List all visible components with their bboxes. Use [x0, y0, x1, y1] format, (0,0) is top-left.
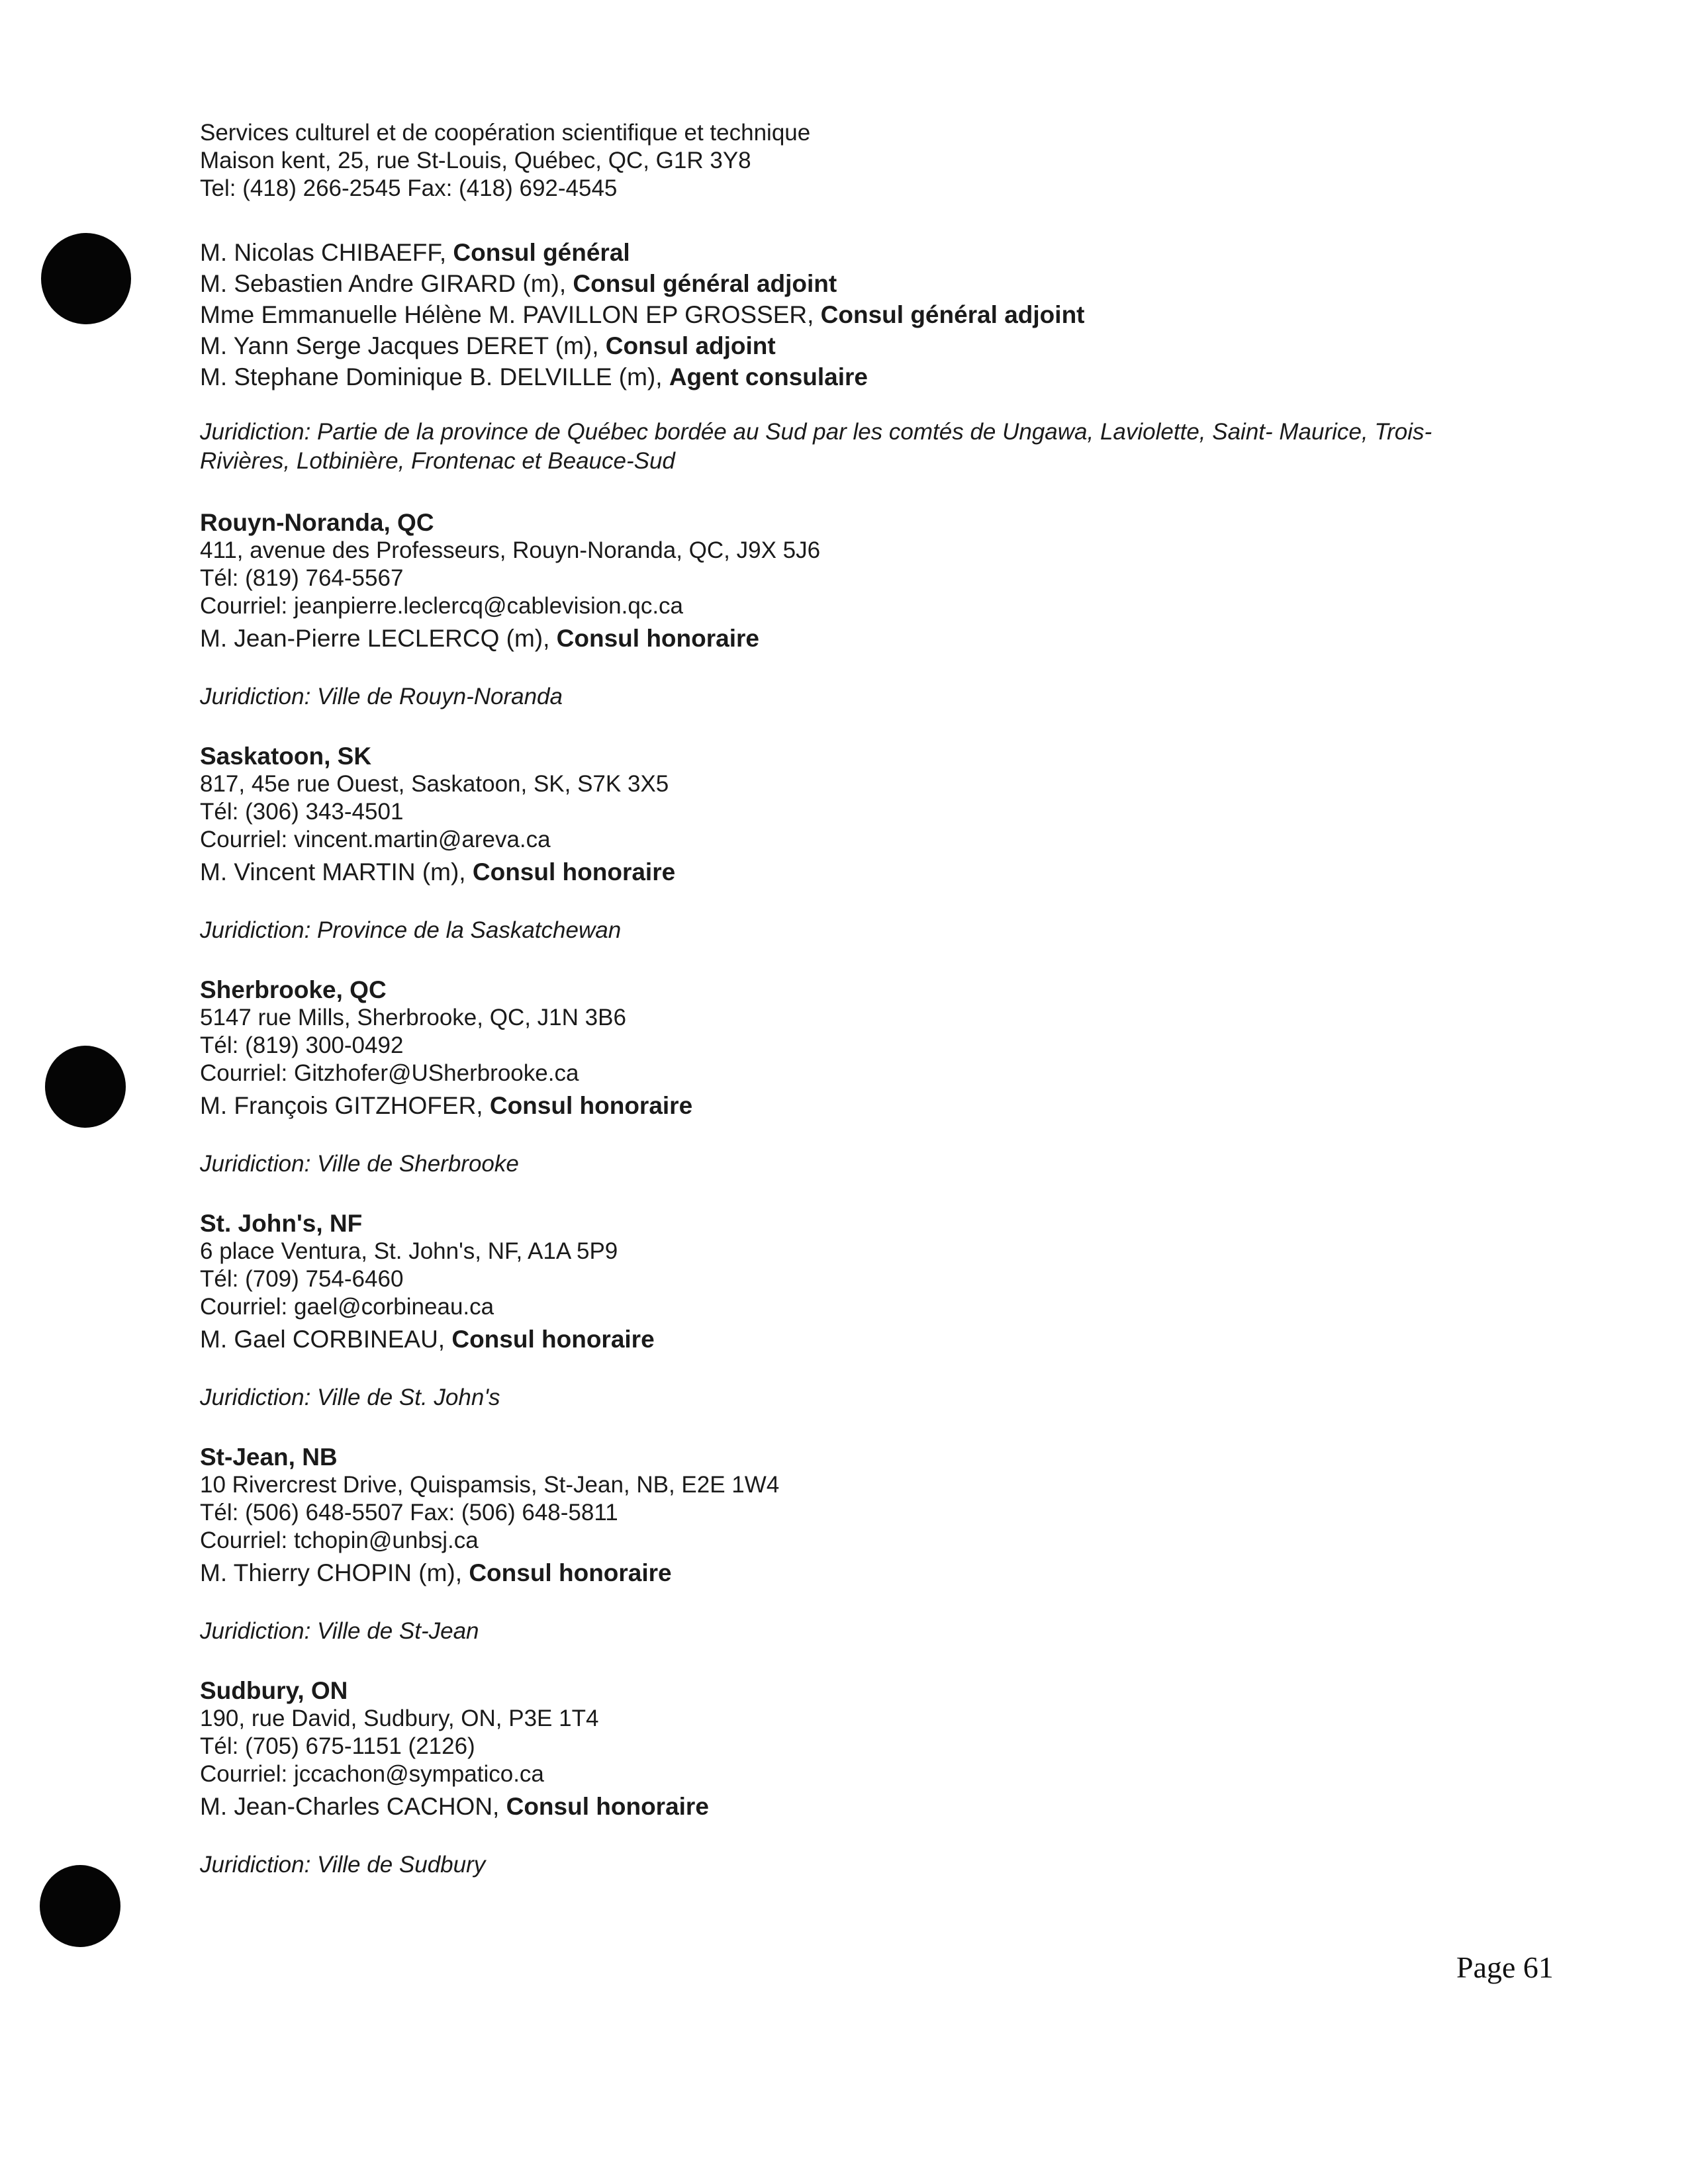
service-address: Maison kent, 25, rue St-Louis, Québec, QC, G1R 3Y8	[200, 148, 751, 173]
officer-name: M. Jean-Charles CACHON,	[200, 1793, 506, 1820]
officer-name: M. Jean-Pierre LECLERCQ (m),	[200, 625, 557, 652]
consulate-officer	[200, 1325, 1544, 1354]
officer-role: Consul général adjoint	[820, 301, 1085, 328]
service-phone: Tel: (418) 266-2545 Fax: (418) 692-4545	[200, 175, 618, 201]
consulate-officer	[200, 1559, 1544, 1588]
officer-name: M. Stephane Dominique B. DELVILLE (m),	[200, 363, 669, 390]
document-body	[200, 119, 1544, 1911]
consulate-email: Courriel: gael@corbineau.ca	[200, 1294, 494, 1320]
consulate-officer	[200, 1792, 1544, 1821]
officer-entry	[200, 237, 1544, 268]
consulate-phone: Tél: (705) 675-1151 (2126)	[200, 1733, 475, 1759]
officer-entry	[200, 361, 1544, 392]
officer-role: Consul honoraire	[556, 625, 759, 652]
consulate-jurisdiction: Juridiction: Province de la Saskatchewan	[200, 917, 622, 943]
consulate-address: 6 place Ventura, St. John's, NF, A1A 5P9	[200, 1238, 618, 1264]
officer-role: Consul général adjoint	[573, 270, 837, 297]
officer-name: M. Gael CORBINEAU,	[200, 1326, 452, 1353]
consulate-rouyn-noranda	[200, 509, 1544, 711]
consulate-jurisdiction: Juridiction: Ville de Sherbrooke	[200, 1151, 519, 1177]
consulate-city: Sudbury, ON	[200, 1677, 348, 1704]
officer-role: Consul général	[453, 239, 630, 266]
consulate-sudbury	[200, 1677, 1544, 1880]
consulate-st-johns	[200, 1210, 1544, 1412]
consulate-address: 10 Rivercrest Drive, Quispamsis, St-Jean, NB, E2E 1W4	[200, 1472, 780, 1498]
consulate-sherbrooke	[200, 976, 1544, 1179]
consulate-jurisdiction: Juridiction: Ville de St. John's	[200, 1385, 500, 1410]
page-number: Page 61	[1456, 1950, 1554, 1984]
consulate-address: 190, rue David, Sudbury, ON, P3E 1T4	[200, 1706, 599, 1731]
consulate-phone: Tél: (709) 754-6460	[200, 1266, 404, 1292]
officer-role: Consul honoraire	[506, 1793, 709, 1820]
officer-entry	[200, 330, 1544, 361]
consulate-phone: Tél: (506) 648-5507 Fax: (506) 648-5811	[200, 1500, 618, 1525]
consulate-officer	[200, 624, 1544, 653]
officer-entry	[200, 299, 1544, 330]
consulate-city: Sherbrooke, QC	[200, 976, 387, 1003]
consulate-email: Courriel: Gitzhofer@USherbrooke.ca	[200, 1060, 579, 1086]
officer-name: M. Yann Serge Jacques DERET (m),	[200, 332, 606, 359]
officer-name: M. Vincent MARTIN (m),	[200, 858, 473, 886]
consulate-jurisdiction: Juridiction: Ville de St-Jean	[200, 1618, 479, 1644]
officer-name: M. Nicolas CHIBAEFF,	[200, 239, 453, 266]
consulate-email: Courriel: jccachon@sympatico.ca	[200, 1761, 544, 1787]
officer-role: Consul honoraire	[469, 1559, 672, 1586]
consulate-email: Courriel: tchopin@unbsj.ca	[200, 1527, 479, 1553]
officer-role: Consul honoraire	[451, 1326, 655, 1353]
consulate-st-jean	[200, 1443, 1544, 1646]
consulate-email: Courriel: vincent.martin@areva.ca	[200, 827, 551, 852]
officer-name: M. Thierry CHOPIN (m),	[200, 1559, 469, 1586]
officer-role: Consul adjoint	[605, 332, 776, 359]
officer-role: Agent consulaire	[669, 363, 868, 390]
quebec-jurisdiction: Juridiction: Partie de la province de Québec bordée au Sud par les comtés de Ungawa, Laviolette, Saint- Maurice, Trois-Rivières, Lotbinière, Frontenac et Beauce-Sud	[200, 419, 1432, 474]
consulate-city: St-Jean, NB	[200, 1443, 338, 1471]
service-name: Services culturel et de coopération scientifique et technique	[200, 120, 811, 146]
consulate-city: Saskatoon, SK	[200, 743, 372, 770]
consulate-email: Courriel: jeanpierre.leclercq@cablevision.qc.ca	[200, 593, 684, 619]
officer-name: M. François GITZHOFER,	[200, 1092, 490, 1119]
consulate-jurisdiction: Juridiction: Ville de Sudbury	[200, 1852, 486, 1878]
consulate-saskatoon	[200, 743, 1544, 945]
officer-role: Consul honoraire	[489, 1092, 693, 1119]
punch-hole-bottom	[40, 1865, 120, 1947]
officer-name: Mme Emmanuelle Hélène M. PAVILLON EP GROSSER,	[200, 301, 821, 328]
quebec-officers-list	[200, 237, 1544, 392]
consulate-phone: Tél: (819) 764-5567	[200, 565, 404, 591]
consulate-address: 5147 rue Mills, Sherbrooke, QC, J1N 3B6	[200, 1005, 626, 1030]
consulate-city: Rouyn-Noranda, QC	[200, 509, 434, 536]
officer-role: Consul honoraire	[472, 858, 676, 886]
consulate-officer	[200, 858, 1544, 887]
consulate-jurisdiction: Juridiction: Ville de Rouyn-Noranda	[200, 684, 563, 709]
quebec-service-header	[200, 119, 1544, 203]
consulate-city: St. John's, NF	[200, 1210, 363, 1237]
consulate-address: 817, 45e rue Ouest, Saskatoon, SK, S7K 3X5	[200, 771, 669, 797]
punch-hole-middle	[45, 1046, 126, 1128]
punch-hole-top	[41, 233, 131, 324]
officer-entry	[200, 268, 1544, 299]
consulate-phone: Tél: (306) 343-4501	[200, 799, 404, 825]
officer-name: M. Sebastien Andre GIRARD (m),	[200, 270, 573, 297]
consulate-phone: Tél: (819) 300-0492	[200, 1032, 404, 1058]
consulate-address: 411, avenue des Professeurs, Rouyn-Noranda, QC, J9X 5J6	[200, 537, 821, 563]
consulate-officer	[200, 1091, 1544, 1120]
